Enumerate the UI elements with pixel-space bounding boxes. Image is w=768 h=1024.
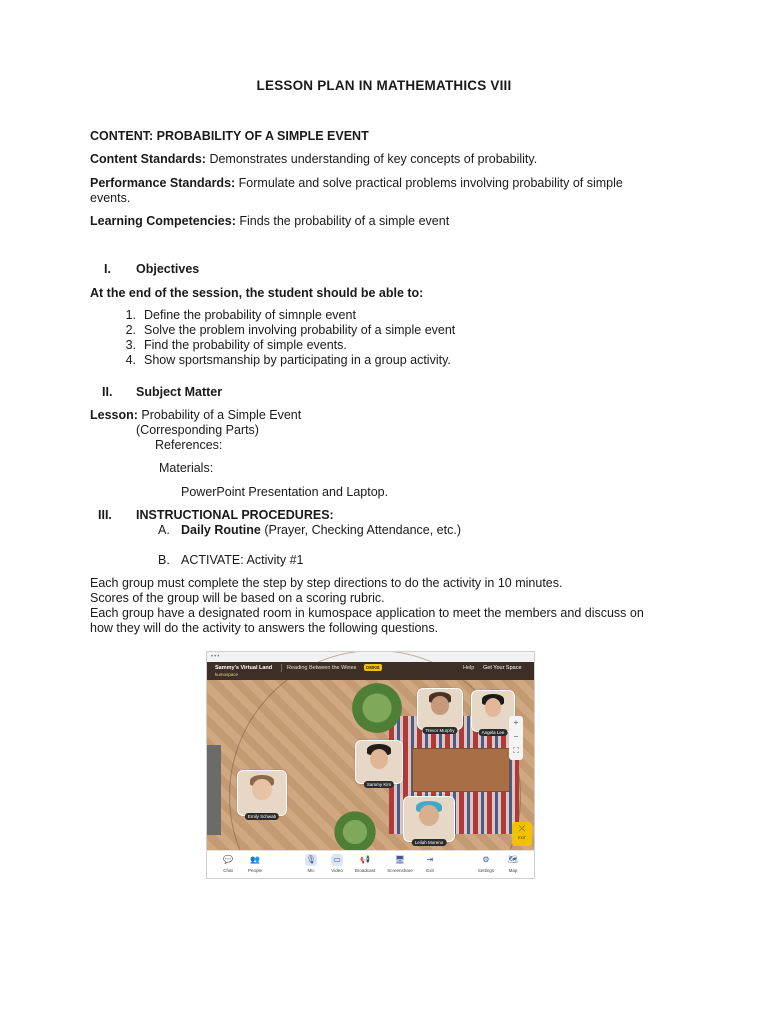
help-link[interactable]: Help: [463, 665, 475, 671]
procedure-a-letter: A.: [158, 523, 170, 537]
section-3-number: III.: [98, 508, 112, 522]
settings-button[interactable]: ⚙ Settings: [477, 855, 495, 873]
procedure-a: [181, 523, 461, 537]
people-icon: 👥: [250, 855, 260, 864]
learning-competencies-text: Finds the probability of a simple event: [235, 214, 450, 228]
map-button[interactable]: 🗺 Map: [507, 855, 519, 873]
kumospace-bottom-toolbar: [207, 850, 534, 879]
content-standards-text: Demonstrates understanding of key concepts of probability.: [205, 152, 538, 166]
paragraph-2: Scores of the group will be based on a scoring rubric.: [90, 591, 385, 605]
document-title: LESSON PLAN IN MATHEMATHICS VIII: [256, 78, 512, 93]
content-standards-label: Content Standards:: [90, 152, 206, 166]
performance-standards-text: Formulate and solve practical problems involving probability of simple events.: [90, 176, 623, 205]
section-1-number: I.: [104, 262, 111, 276]
section-1-title: Objectives: [136, 262, 200, 276]
chat-icon: 💬: [223, 855, 233, 864]
participant-name: Emily Schwab: [245, 813, 279, 820]
virtual-space-map[interactable]: [207, 680, 534, 850]
video-button[interactable]: ▭ Video: [331, 855, 343, 873]
participant-name: Angela Lee: [479, 729, 508, 736]
exit-room-button[interactable]: [512, 822, 532, 846]
chat-button[interactable]: 💬 Chat: [223, 855, 233, 873]
people-button[interactable]: 👥 People: [247, 855, 262, 873]
references: References:: [155, 438, 223, 452]
exit-button[interactable]: ⇥ Exit: [417, 854, 443, 873]
zoom-in-button[interactable]: +: [513, 718, 519, 727]
gear-icon: ⚙: [482, 855, 490, 864]
paragraph-3: Each group have a designated room in kumospace application to meet the members and discuss on how they will do the activity to answers the following questions.: [90, 606, 644, 635]
lesson-text: Probability of a Simple Event: [137, 408, 302, 422]
wall-segment: [207, 745, 221, 835]
list-item: 3. Find the probability of simple events.: [125, 338, 347, 352]
mic-icon: 🎙: [305, 855, 317, 864]
room-name: Reading Between the Wines: [287, 665, 357, 671]
paragraph-1: Each group must complete the step by step directions to do the activity in 10 minutes.: [90, 576, 563, 590]
participant-name: Leilah Moreno: [412, 839, 447, 846]
window-dots-icon: •••: [211, 654, 221, 660]
performance-standards-label: Performance Standards:: [90, 176, 236, 190]
participant-name: Sammy Kim: [364, 781, 394, 788]
list-item: 1. Define the probability of simnple event: [125, 308, 356, 322]
space-subtitle: kumospace: [215, 672, 239, 677]
participant-avatar[interactable]: [417, 688, 463, 733]
kumospace-screenshot: [206, 651, 535, 879]
map-icon: 🗺: [507, 855, 519, 864]
lesson-line: [90, 408, 301, 422]
list-item: 2. Solve the problem involving probability of a simple event: [125, 323, 456, 337]
screenshare-icon: 🖥: [394, 855, 406, 864]
topbar-divider: [281, 664, 282, 672]
learning-competencies-label: Learning Competencies:: [90, 214, 236, 228]
lesson-label: Lesson:: [90, 408, 138, 422]
section-2-title: Subject Matter: [136, 385, 223, 399]
exit-room-label: EXIT: [518, 836, 526, 840]
participant-avatar[interactable]: [237, 770, 287, 819]
exit-icon: ⇥: [426, 855, 434, 864]
video-icon: ▭: [331, 854, 343, 866]
zoom-out-button[interactable]: −: [513, 732, 519, 741]
broadcast-icon: 📢: [360, 855, 370, 864]
participant-name: Trevor Murphy: [422, 727, 457, 734]
exit-icon: ⤫: [518, 824, 526, 833]
learning-competencies: [90, 214, 449, 228]
objectives-intro: At the end of the session, the student should be able to:: [90, 286, 424, 300]
performance-standards: [90, 176, 650, 206]
broadcast-button[interactable]: 📢 Broadcast: [354, 855, 376, 873]
space-name: Sammy's Virtual Land: [215, 665, 273, 671]
wooden-table: [412, 748, 510, 792]
list-item: 4. Show sportsmanship by participating in a group activity.: [125, 353, 451, 367]
mic-button[interactable]: 🎙 Mic: [305, 855, 317, 873]
procedure-b-letter: B.: [158, 553, 170, 567]
objectives-list: [112, 308, 455, 368]
corresponding-parts: (Corresponding Parts): [136, 423, 259, 437]
materials: Materials:: [159, 461, 214, 475]
plant-icon: [347, 680, 407, 736]
screenshare-button[interactable]: 🖥 Screenshare: [387, 855, 413, 873]
zoom-controls: [509, 716, 523, 760]
participant-avatar[interactable]: [355, 740, 403, 787]
content-standards: [90, 152, 537, 166]
procedure-a-bold: Daily Routine: [181, 523, 261, 537]
participant-avatar[interactable]: [403, 796, 455, 845]
activity-instructions: [90, 576, 650, 636]
fullscreen-icon[interactable]: ⛶: [513, 746, 519, 755]
procedure-a-text: (Prayer, Checking Attendance, etc.): [260, 523, 461, 537]
section-3-title: INSTRUCTIONAL PROCEDURES:: [136, 508, 334, 522]
plant-icon: [329, 810, 381, 854]
materials-text: PowerPoint Presentation and Laptop.: [181, 485, 389, 499]
room-badge: DMKB: [366, 665, 380, 670]
get-your-space-link[interactable]: Get Your Space: [483, 665, 522, 671]
content-heading: CONTENT: PROBABILITY OF A SIMPLE EVENT: [90, 129, 369, 143]
section-2-number: II.: [102, 385, 113, 399]
procedure-b-text: ACTIVATE: Activity #1: [181, 553, 304, 567]
